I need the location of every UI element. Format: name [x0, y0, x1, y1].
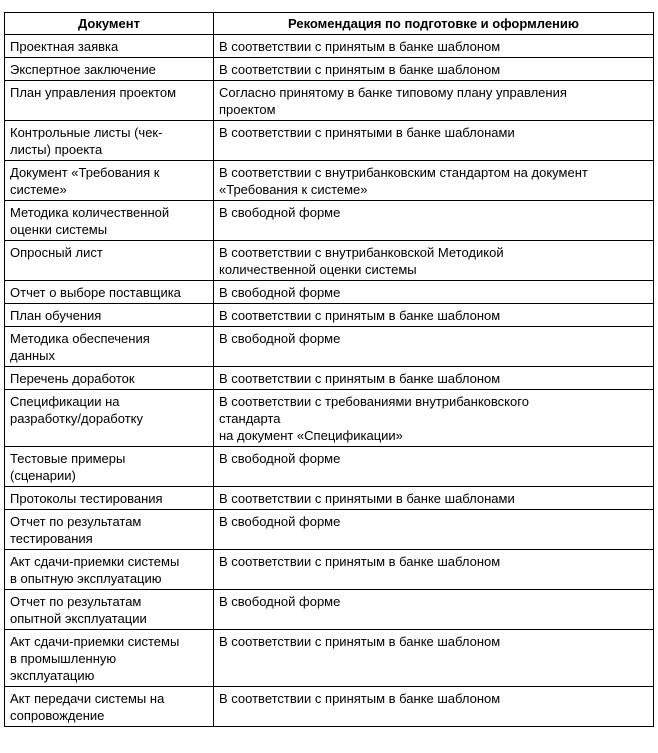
table-row: [5, 390, 654, 447]
table-row: [5, 58, 654, 81]
document-cell: Методика обеспечения данных: [5, 327, 214, 367]
document-cell: Спецификации на разработку/доработку: [5, 390, 214, 447]
header-document: Документ: [5, 13, 214, 35]
table-row: [5, 241, 654, 281]
document-cell: План управления проектом: [5, 81, 214, 121]
recommendation-cell: В свободной форме: [214, 201, 654, 241]
table-row: [5, 281, 654, 304]
recommendation-cell: Согласно принятому в банке типовому плану управления проектом: [214, 81, 654, 121]
document-cell: Отчет о выборе поставщика: [5, 281, 214, 304]
table-header-row: [5, 13, 654, 35]
document-cell: Документ «Требования к системе»: [5, 161, 214, 201]
recommendation-cell: В свободной форме: [214, 327, 654, 367]
document-cell: Акт сдачи-приемки системы в опытную эксплуатацию: [5, 550, 214, 590]
table-row: [5, 487, 654, 510]
recommendation-cell: В соответствии с внутрибанковской Методикой количественной оценки системы: [214, 241, 654, 281]
recommendation-cell: В соответствии с принятым в банке шаблоном: [214, 35, 654, 58]
recommendation-cell: В свободной форме: [214, 510, 654, 550]
document-cell: Тестовые примеры (сценарии): [5, 447, 214, 487]
recommendation-cell: В соответствии с принятым в банке шаблоном: [214, 687, 654, 727]
document-cell: Опросный лист: [5, 241, 214, 281]
recommendation-cell: В свободной форме: [214, 590, 654, 630]
document-cell: Перечень доработок: [5, 367, 214, 390]
table-row: [5, 590, 654, 630]
table-row: [5, 121, 654, 161]
document-cell: Отчет по результатам опытной эксплуатации: [5, 590, 214, 630]
table-row: [5, 327, 654, 367]
document-cell: Методика количественной оценки системы: [5, 201, 214, 241]
documents-table: [4, 12, 654, 727]
recommendation-cell: В соответствии с принятым в банке шаблоном: [214, 550, 654, 590]
recommendation-cell: В свободной форме: [214, 281, 654, 304]
table-row: [5, 161, 654, 201]
recommendation-cell: В соответствии с принятым в банке шаблоном: [214, 367, 654, 390]
recommendation-cell: В соответствии с требованиями внутрибанковского стандарта на документ «Спецификации»: [214, 390, 654, 447]
document-cell: Отчет по результатам тестирования: [5, 510, 214, 550]
recommendation-cell: В соответствии с принятыми в банке шаблонами: [214, 487, 654, 510]
table-row: [5, 304, 654, 327]
recommendation-cell: В соответствии с принятым в банке шаблоном: [214, 630, 654, 687]
recommendation-cell: В соответствии с внутрибанковским стандартом на документ «Требования к системе»: [214, 161, 654, 201]
document-cell: Проектная заявка: [5, 35, 214, 58]
table-row: [5, 81, 654, 121]
table-row: [5, 447, 654, 487]
document-cell: Контрольные листы (чек- листы) проекта: [5, 121, 214, 161]
table-row: [5, 35, 654, 58]
table-row: [5, 630, 654, 687]
table-row: [5, 687, 654, 727]
document-cell: План обучения: [5, 304, 214, 327]
recommendation-cell: В соответствии с принятым в банке шаблоном: [214, 304, 654, 327]
document-cell: Акт передачи системы на сопровождение: [5, 687, 214, 727]
table-row: [5, 367, 654, 390]
recommendation-cell: В свободной форме: [214, 447, 654, 487]
recommendation-cell: В соответствии с принятым в банке шаблоном: [214, 58, 654, 81]
table-row: [5, 550, 654, 590]
header-recommendation: Рекомендация по подготовке и оформлению: [214, 13, 654, 35]
document-cell: Протоколы тестирования: [5, 487, 214, 510]
document-cell: Акт сдачи-приемки системы в промышленную эксплуатацию: [5, 630, 214, 687]
table-row: [5, 201, 654, 241]
table-row: [5, 510, 654, 550]
recommendation-cell: В соответствии с принятыми в банке шаблонами: [214, 121, 654, 161]
document-cell: Экспертное заключение: [5, 58, 214, 81]
